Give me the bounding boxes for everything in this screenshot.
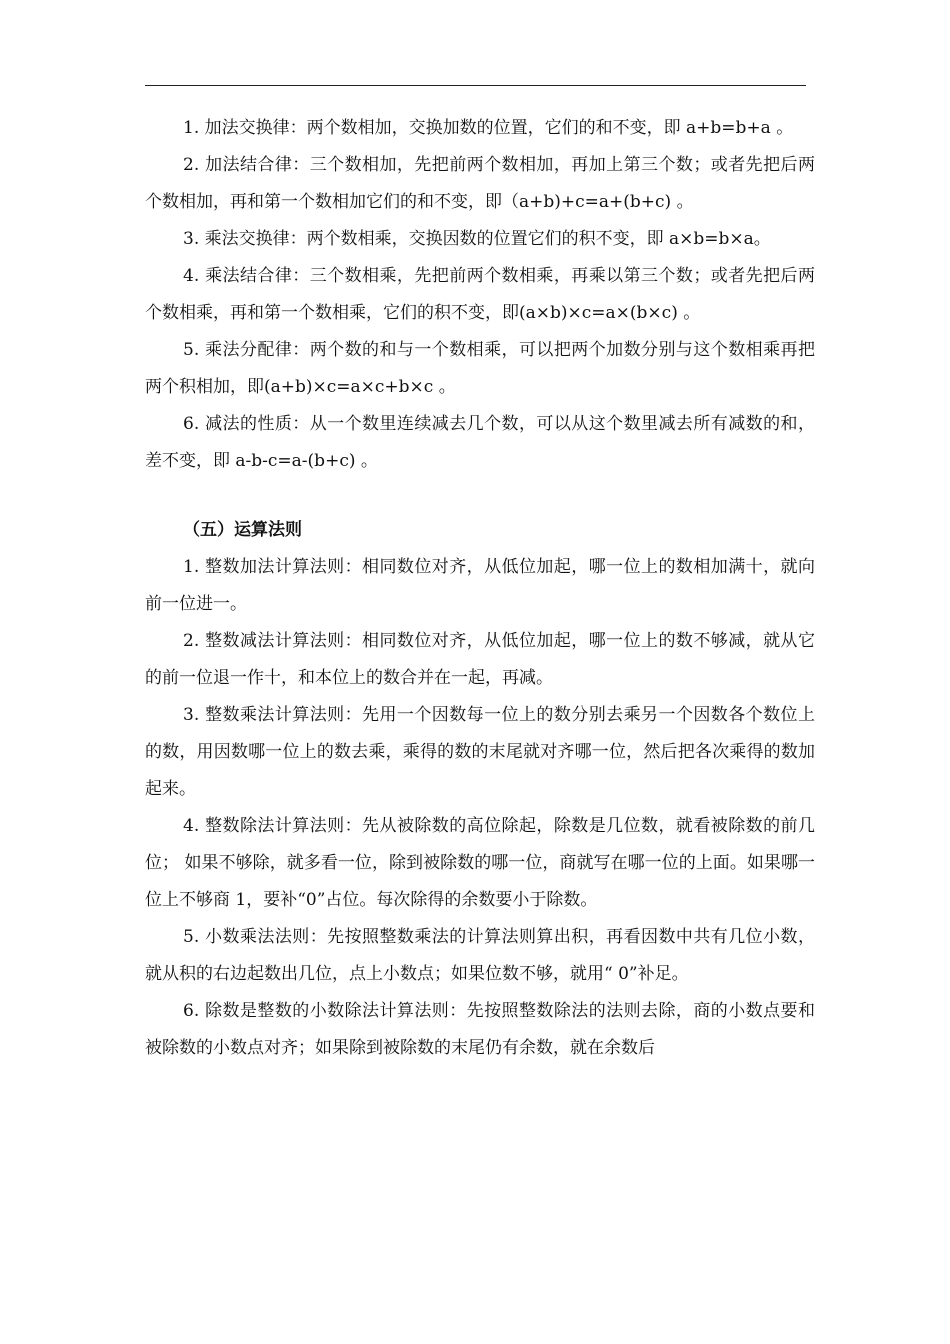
law-6: 6. 减法的性质：从一个数里连续减去几个数，可以从这个数里减去所有减数的和，差不变，即 a-b-c=a-(b+c) 。 bbox=[145, 414, 815, 471]
header-rule bbox=[145, 85, 806, 86]
law-2: 2. 加法结合律：三个数相加，先把前两个数相加，再加上第三个数；或者先把后两个数相加，再和第一个数相加它们的和不变，即（a+b)+c=a+(b+c) 。 bbox=[145, 155, 815, 212]
rule-3: 3. 整数乘法计算法则：先用一个因数每一位上的数分别去乘另一个因数各个数位上的数，用因数哪一位上的数去乘，乘得的数的末尾就对齐哪一位，然后把各次乘得的数加起来。 bbox=[145, 705, 815, 799]
rule-6: 6. 除数是整数的小数除法计算法则：先按照整数除法的法则去除，商的小数点要和被除数的小数点对齐；如果除到被除数的末尾仍有余数，就在余数后 bbox=[145, 1001, 815, 1058]
rule-2: 2. 整数减法计算法则：相同数位对齐，从低位加起，哪一位上的数不够减，就从它的前一位退一作十，和本位上的数合并在一起，再减。 bbox=[145, 631, 815, 688]
section-gap bbox=[145, 480, 815, 512]
rule-4: 4. 整数除法计算法则：先从被除数的高位除起，除数是几位数，就看被除数的前几位； 如果不够除，就多看一位，除到被除数的哪一位，商就写在哪一位的上面。如果哪一位上不够商 1，要补“0”占位。每次除得的余数要小于除数。 bbox=[145, 816, 815, 910]
section-title: （五）运算法则 bbox=[183, 520, 302, 540]
rule-5: 5. 小数乘法法则：先按照整数乘法的计算法则算出积，再看因数中共有几位小数，就从积的右边起数出几位，点上小数点；如果位数不够，就用“ 0”补足。 bbox=[145, 927, 815, 984]
law-1: 1. 加法交换律：两个数相加，交换加数的位置，它们的和不变，即 a+b=b+a 。 bbox=[183, 118, 794, 138]
law-5: 5. 乘法分配律：两个数的和与一个数相乘，可以把两个加数分别与这个数相乘再把两个积相加，即(a+b)×c=a×c+b×c 。 bbox=[145, 340, 815, 397]
document-body bbox=[145, 110, 815, 1067]
law-3: 3. 乘法交换律：两个数相乘，交换因数的位置它们的积不变，即 a×b=b×a。 bbox=[183, 229, 771, 249]
law-4: 4. 乘法结合律：三个数相乘，先把前两个数相乘，再乘以第三个数；或者先把后两个数相乘，再和第一个数相乘，它们的积不变，即(a×b)×c=a×(b×c) 。 bbox=[145, 266, 815, 323]
rule-1: 1. 整数加法计算法则：相同数位对齐，从低位加起，哪一位上的数相加满十，就向前一位进一。 bbox=[145, 557, 815, 614]
